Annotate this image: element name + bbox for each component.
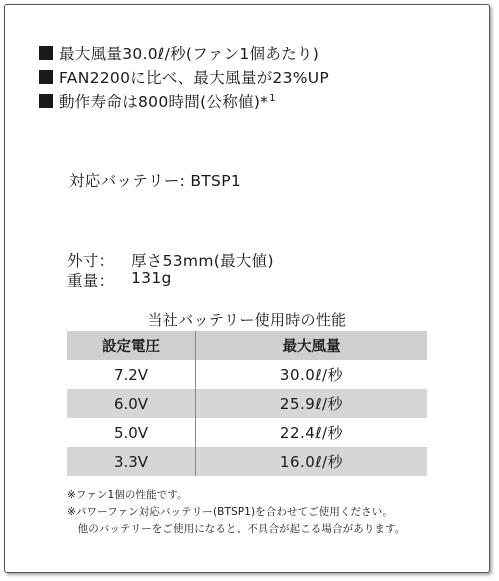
size-label: 外寸： bbox=[67, 252, 115, 270]
performance-table bbox=[67, 331, 427, 476]
size-value: 厚さ53mm(最大値) bbox=[131, 252, 274, 270]
footnote-line: ※ファン1個の性能です。 bbox=[67, 489, 188, 501]
feature-item bbox=[39, 65, 479, 89]
table-row bbox=[67, 360, 427, 389]
feature-list bbox=[39, 41, 479, 113]
header-airflow: 最大風量 bbox=[196, 331, 428, 360]
table-row bbox=[67, 389, 427, 418]
header-voltage: 設定電圧 bbox=[67, 331, 196, 360]
feature-text: FAN2200に比べ、最大風量が23%UP bbox=[59, 69, 330, 87]
voltage-cell: 7.2V bbox=[67, 360, 196, 389]
airflow-cell: 30.0ℓ/秒 bbox=[279, 366, 344, 384]
weight-row bbox=[67, 269, 274, 289]
square-bullet-icon bbox=[39, 70, 53, 84]
footnote-line: 他のバッテリーをご使用になると、不具合が起こる場合があります。 bbox=[67, 523, 406, 535]
square-bullet-icon bbox=[39, 94, 53, 108]
airflow-cell: 16.0ℓ/秒 bbox=[196, 447, 428, 476]
feature-item bbox=[39, 89, 479, 113]
footnote-line: ※パワーファン対応バッテリー(BTSP1)を合わせてご使用ください。 bbox=[67, 506, 393, 518]
table-title: 当社バッテリー使用時の性能 bbox=[147, 311, 347, 329]
feature-item bbox=[39, 41, 479, 65]
table-header-row bbox=[67, 331, 427, 360]
footnote-marker: 1 bbox=[269, 92, 276, 104]
weight-value: 131g bbox=[131, 269, 172, 287]
dimensions-block bbox=[67, 249, 274, 289]
footnotes bbox=[67, 487, 405, 538]
voltage-cell: 6.0V bbox=[67, 389, 196, 418]
airflow-cell: 25.9ℓ/秒 bbox=[196, 389, 428, 418]
table-row bbox=[67, 418, 427, 447]
voltage-cell: 5.0V bbox=[67, 418, 196, 447]
spec-card bbox=[4, 4, 490, 573]
airflow-cell: 22.4ℓ/秒 bbox=[279, 424, 344, 442]
size-row bbox=[67, 249, 274, 269]
voltage-cell: 3.3V bbox=[67, 447, 196, 476]
table-row bbox=[67, 447, 427, 476]
feature-text: 動作寿命は800時間(公称値)* bbox=[59, 93, 269, 111]
feature-text: 最大風量30.0ℓ/秒(ファン1個あたり) bbox=[59, 45, 320, 63]
weight-label: 重量： bbox=[67, 272, 115, 290]
compatible-battery: 対応バッテリー: BTSP1 bbox=[69, 172, 241, 190]
square-bullet-icon bbox=[39, 46, 53, 60]
